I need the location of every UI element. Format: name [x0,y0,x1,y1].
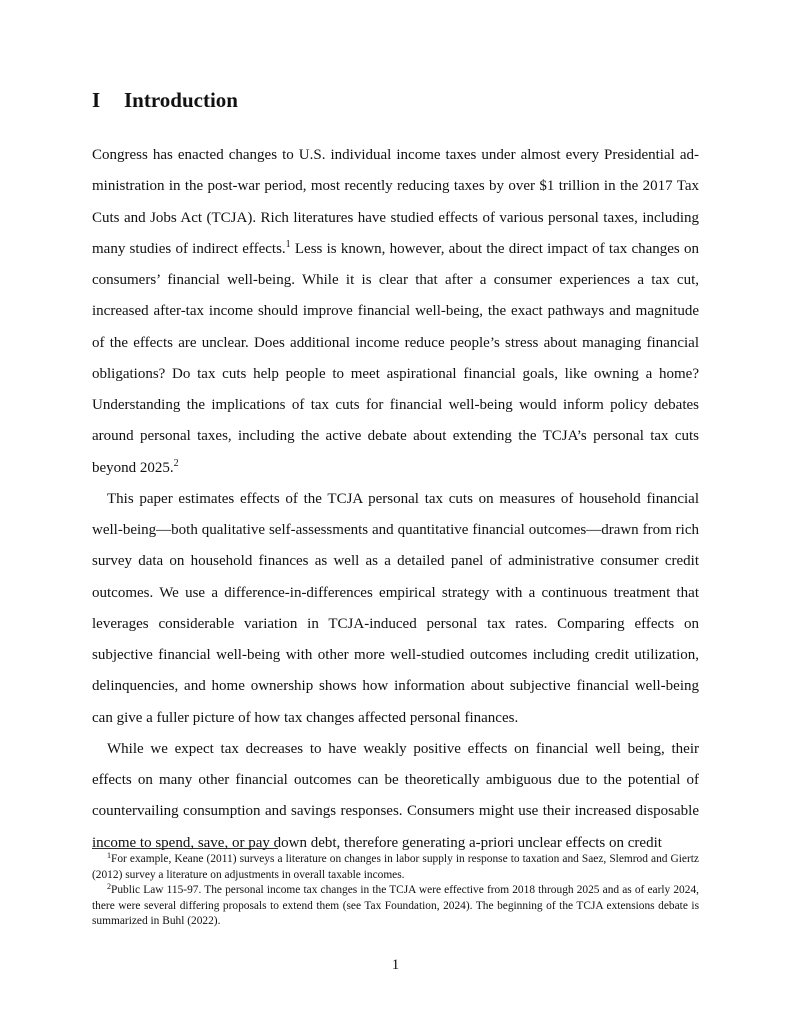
paragraph-1 [92,140,699,484]
body-text [92,140,699,859]
section-heading [92,88,238,113]
footnote-2 [92,883,699,930]
paragraph-3: While we expect tax decreases to have weakly positive effects on financial well being, their effects on many other financial outcomes can be theoretically ambiguous due to the potential of countervailing consumption and savings responses. Consumers might use their increased disposable income to spend, save, or pay down debt, therefore generating a-priori unclear effects on credit [92,740,699,851]
footnote-ref-1[interactable]: 1 [285,238,291,250]
paragraph-2: This paper estimates effects of the TCJA personal tax cuts on measures of household financial well-being—both qualitative self-assessments and quantitative financial outcomes—drawn from rich survey data on household finances as well as a detailed panel of administrative consumer credit outcomes. We use a difference-in-differences empirical strategy with a continuous treatment that leverages considerable variation in TCJA-induced personal tax rates. Comparing effects on subjective financial well-being with other more well-studied outcomes including credit utilization, delinquencies, and home ownership shows how information about subjective financial well-being can give a fuller picture of how tax changes affected personal finances. [92,490,699,726]
paragraph-1-part-2: Less is known, however, about the direct impact of tax changes on consumers’ financial well-being. While it is clear that after a consumer experiences a tax cut, increased after-tax income should improve financial well-being, the exact pathways and magnitude of the effects are unclear. Does additional income reduce people’s stress about managing financial obligations? Do tax cuts help people to meet aspirational financial goals, like owning a home? Understanding the implications of tax cuts for financial well-being would inform policy debates around personal taxes, including the active debate about extending the TCJA’s personal tax cuts beyond 2025. [92,240,699,476]
paragraph-1-part-1: Congress has enacted changes to U.S. individual income taxes under almost every Presidential administration in the post-war period, most recently reducing taxes by over $1 trillion in the 2017 Tax Cuts and Jobs Act (TCJA). Rich literatures have studied effects of various personal taxes, including many studies of indirect effects. [92,147,699,257]
section-title: Introduction [124,88,238,112]
footnote-1-mark: 1 [107,851,111,860]
footnote-divider [92,848,278,849]
footnote-2-text: Public Law 115-97. The personal income tax changes in the TCJA were effective from 2018 through 2025 and as of early 2024, there were several differing proposals to extend them (see Tax Foundation, 2024). The beginning of the TCJA extensions debate is summarized in Buhl (2022). [92,884,699,927]
footnote-ref-2[interactable]: 2 [173,457,179,469]
section-number: I [92,88,101,112]
footnote-1 [92,852,699,883]
footnote-2-mark: 2 [107,882,111,891]
footnotes [92,852,699,930]
footnote-1-text: For example, Keane (2011) surveys a literature on changes in labor supply in response to taxation and Saez, Slemrod and Giertz (2012) survey a literature on adjustments in overall taxable incomes. [92,853,699,881]
page-number: 1 [391,957,400,973]
